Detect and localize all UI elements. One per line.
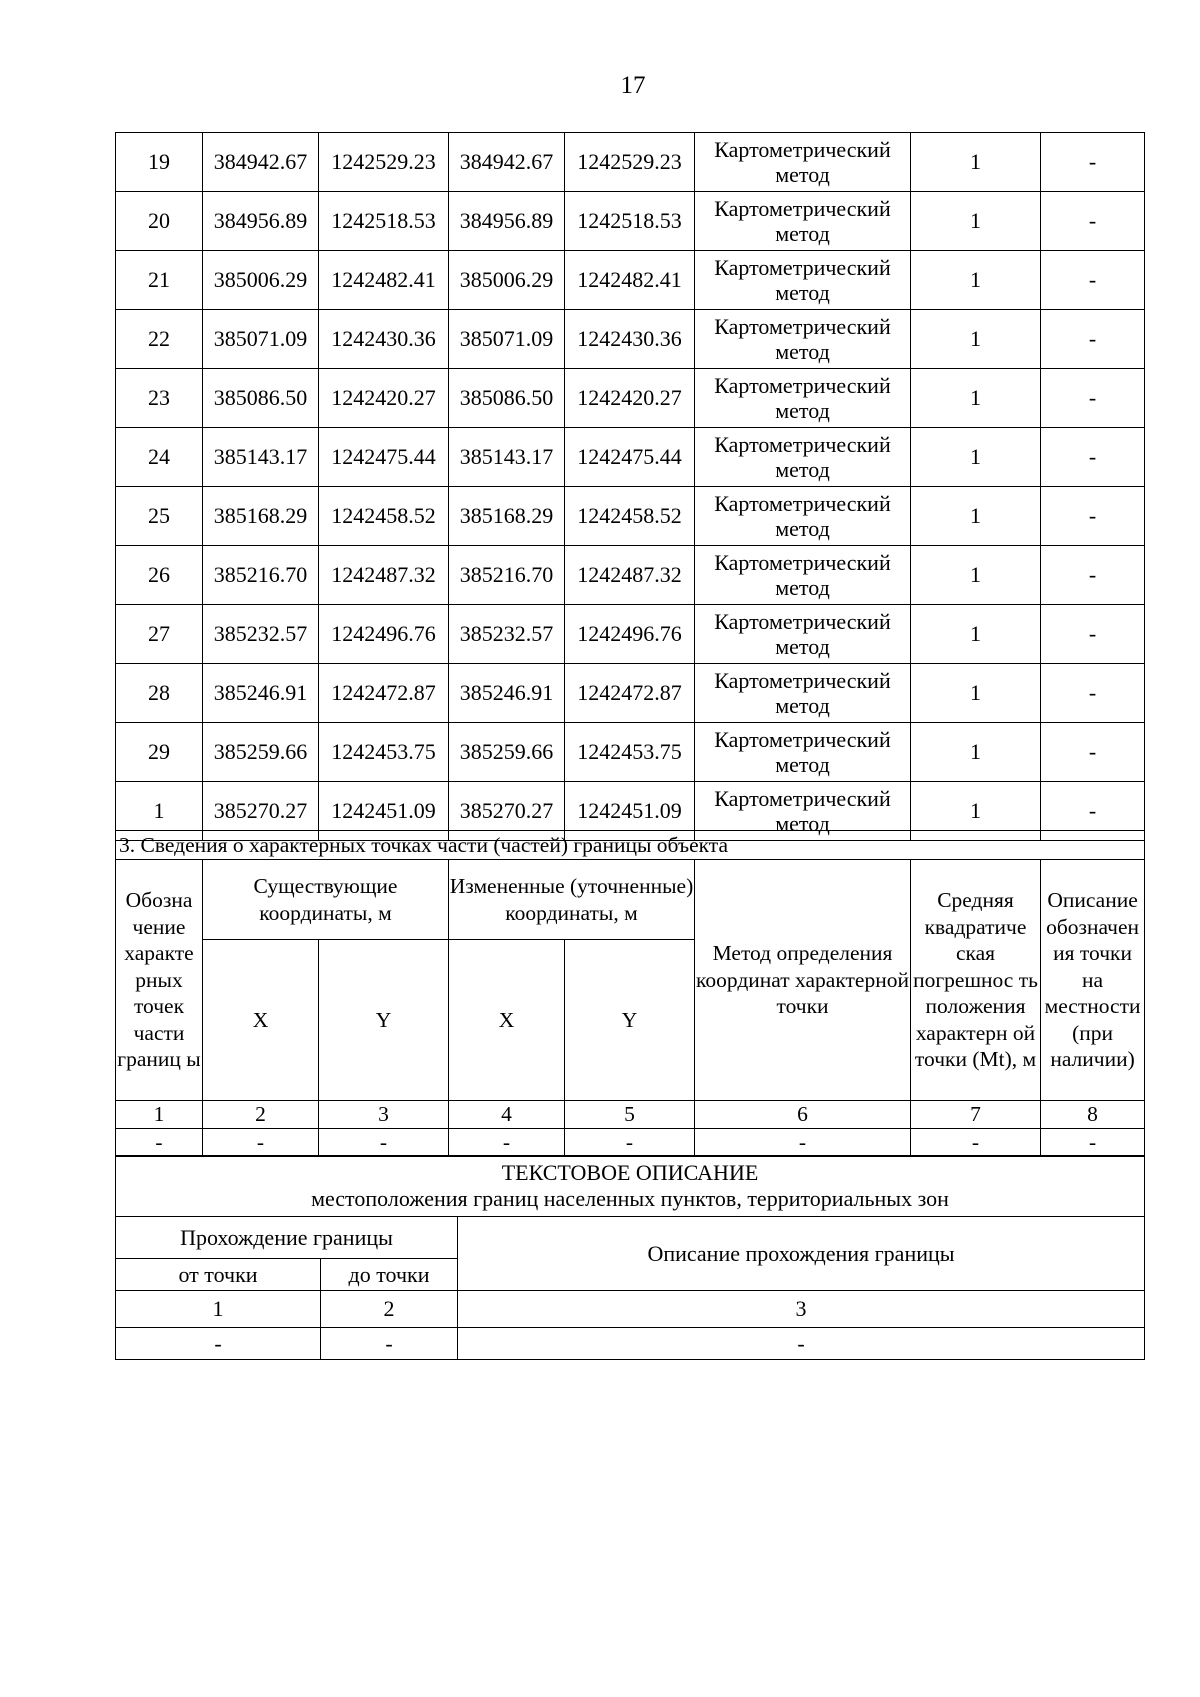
table-row	[116, 133, 1145, 192]
y-existing-cell: 1242430.36	[319, 310, 449, 369]
table-row	[116, 487, 1145, 546]
accuracy-cell: 1	[911, 369, 1041, 428]
empty-cell: -	[116, 1328, 321, 1360]
passage-header: Прохождение границы	[116, 1217, 458, 1259]
accuracy-header: Средняя квадратиче ская погрешнос ть положения характерн ой точки (Mt), м	[911, 860, 1041, 1101]
x-changed-cell: 385246.91	[449, 664, 565, 723]
text-description-heading	[116, 1156, 1145, 1217]
y-existing-header: Y	[319, 940, 449, 1101]
column-number: 7	[911, 1101, 1041, 1129]
y-changed-cell: 1242482.41	[565, 251, 695, 310]
y-existing-cell: 1242451.09	[319, 782, 449, 841]
method-cell: Картометрический метод	[695, 605, 911, 664]
x-changed-cell: 385143.17	[449, 428, 565, 487]
point-number-cell: 27	[116, 605, 203, 664]
coordinates-table	[115, 132, 1145, 841]
column-number: 5	[565, 1101, 695, 1129]
x-existing-header: X	[203, 940, 319, 1101]
y-existing-cell: 1242529.23	[319, 133, 449, 192]
column-number: 1	[116, 1291, 321, 1328]
empty-cell: -	[1041, 1129, 1145, 1157]
text-description-table	[115, 1155, 1145, 1360]
table-row	[116, 369, 1145, 428]
description-cell: -	[1041, 133, 1145, 192]
accuracy-cell: 1	[911, 487, 1041, 546]
y-changed-cell: 1242496.76	[565, 605, 695, 664]
method-cell: Картометрический метод	[695, 546, 911, 605]
empty-cell: -	[321, 1328, 458, 1360]
accuracy-cell: 1	[911, 251, 1041, 310]
point-number-cell: 20	[116, 192, 203, 251]
text-description-title: ТЕКСТОВОЕ ОПИСАНИЕ	[501, 1160, 759, 1185]
x-existing-cell: 385216.70	[203, 546, 319, 605]
column-number: 2	[321, 1291, 458, 1328]
y-existing-cell: 1242475.44	[319, 428, 449, 487]
accuracy-cell: 1	[911, 605, 1041, 664]
column-number: 1	[116, 1101, 203, 1129]
y-changed-cell: 1242475.44	[565, 428, 695, 487]
x-existing-cell: 385270.27	[203, 782, 319, 841]
accuracy-cell: 1	[911, 782, 1041, 841]
y-changed-cell: 1242487.32	[565, 546, 695, 605]
y-existing-cell: 1242482.41	[319, 251, 449, 310]
table-row	[116, 192, 1145, 251]
y-changed-cell: 1242430.36	[565, 310, 695, 369]
method-cell: Картометрический метод	[695, 664, 911, 723]
from-point-header: от точки	[116, 1259, 321, 1291]
table-row	[116, 605, 1145, 664]
description-cell: -	[1041, 310, 1145, 369]
y-existing-cell: 1242420.27	[319, 369, 449, 428]
y-changed-cell: 1242451.09	[565, 782, 695, 841]
description-cell: -	[1041, 664, 1145, 723]
y-changed-header: Y	[565, 940, 695, 1101]
x-existing-cell: 385232.57	[203, 605, 319, 664]
table-row	[116, 723, 1145, 782]
point-number-cell: 28	[116, 664, 203, 723]
x-existing-cell: 385071.09	[203, 310, 319, 369]
column-number: 2	[203, 1101, 319, 1129]
text-description-subtitle: местоположения границ населенных пунктов, территориальных зон	[311, 1186, 949, 1211]
table-row	[116, 546, 1145, 605]
changed-coordinates-header: Измененные (уточненные) координаты, м	[449, 860, 695, 940]
y-changed-cell: 1242472.87	[565, 664, 695, 723]
x-changed-cell: 385006.29	[449, 251, 565, 310]
method-cell: Картометрический метод	[695, 782, 911, 841]
x-existing-cell: 384942.67	[203, 133, 319, 192]
description-cell: -	[1041, 428, 1145, 487]
method-cell: Картометрический метод	[695, 251, 911, 310]
page-number: 17	[620, 72, 646, 99]
table-row	[116, 251, 1145, 310]
accuracy-cell: 1	[911, 664, 1041, 723]
section-title: 3. Сведения о характерных точках части (частей) границы объекта	[116, 831, 1145, 860]
empty-cell: -	[319, 1129, 449, 1157]
point-number-cell: 22	[116, 310, 203, 369]
empty-cell: -	[203, 1129, 319, 1157]
column-number: 3	[319, 1101, 449, 1129]
to-point-header: до точки	[321, 1259, 458, 1291]
x-changed-cell: 385216.70	[449, 546, 565, 605]
method-header: Метод определения координат характерной точки	[695, 860, 911, 1101]
method-cell: Картометрический метод	[695, 133, 911, 192]
accuracy-cell: 1	[911, 310, 1041, 369]
description-cell: -	[1041, 546, 1145, 605]
point-number-cell: 29	[116, 723, 203, 782]
point-number-cell: 23	[116, 369, 203, 428]
x-existing-cell: 385168.29	[203, 487, 319, 546]
point-description-header: Описание обозначен ия точки на местности (при наличии)	[1041, 860, 1145, 1101]
method-cell: Картометрический метод	[695, 310, 911, 369]
y-existing-cell: 1242518.53	[319, 192, 449, 251]
method-cell: Картометрический метод	[695, 487, 911, 546]
method-cell: Картометрический метод	[695, 723, 911, 782]
x-existing-cell: 385086.50	[203, 369, 319, 428]
y-existing-cell: 1242496.76	[319, 605, 449, 664]
x-existing-cell: 384956.89	[203, 192, 319, 251]
x-changed-cell: 385168.29	[449, 487, 565, 546]
column-number: 3	[458, 1291, 1145, 1328]
x-changed-header: X	[449, 940, 565, 1101]
y-changed-cell: 1242518.53	[565, 192, 695, 251]
empty-cell: -	[449, 1129, 565, 1157]
point-number-cell: 26	[116, 546, 203, 605]
column-number: 8	[1041, 1101, 1145, 1129]
point-number-cell: 1	[116, 782, 203, 841]
x-changed-cell: 384956.89	[449, 192, 565, 251]
description-cell: -	[1041, 369, 1145, 428]
point-number-cell: 25	[116, 487, 203, 546]
description-cell: -	[1041, 605, 1145, 664]
table-row	[116, 310, 1145, 369]
x-changed-cell: 385071.09	[449, 310, 565, 369]
existing-coordinates-header: Существующие координаты, м	[203, 860, 449, 940]
x-existing-cell: 385259.66	[203, 723, 319, 782]
accuracy-cell: 1	[911, 723, 1041, 782]
y-existing-cell: 1242458.52	[319, 487, 449, 546]
accuracy-cell: 1	[911, 192, 1041, 251]
point-number-cell: 24	[116, 428, 203, 487]
x-changed-cell: 385232.57	[449, 605, 565, 664]
empty-cell: -	[116, 1129, 203, 1157]
passage-description-header: Описание прохождения границы	[458, 1217, 1145, 1291]
description-cell: -	[1041, 487, 1145, 546]
x-changed-cell: 384942.67	[449, 133, 565, 192]
x-changed-cell: 385086.50	[449, 369, 565, 428]
x-existing-cell: 385143.17	[203, 428, 319, 487]
y-existing-cell: 1242453.75	[319, 723, 449, 782]
point-number-cell: 19	[116, 133, 203, 192]
method-cell: Картометрический метод	[695, 369, 911, 428]
accuracy-cell: 1	[911, 133, 1041, 192]
accuracy-cell: 1	[911, 546, 1041, 605]
y-existing-cell: 1242487.32	[319, 546, 449, 605]
x-existing-cell: 385006.29	[203, 251, 319, 310]
method-cell: Картометрический метод	[695, 428, 911, 487]
y-changed-cell: 1242529.23	[565, 133, 695, 192]
column-number: 6	[695, 1101, 911, 1129]
empty-cell: -	[695, 1129, 911, 1157]
description-cell: -	[1041, 192, 1145, 251]
accuracy-cell: 1	[911, 428, 1041, 487]
y-changed-cell: 1242458.52	[565, 487, 695, 546]
x-changed-cell: 385270.27	[449, 782, 565, 841]
point-number-cell: 21	[116, 251, 203, 310]
column-number: 4	[449, 1101, 565, 1129]
description-cell: -	[1041, 782, 1145, 841]
table-row	[116, 664, 1145, 723]
description-cell: -	[1041, 251, 1145, 310]
parts-points-table	[115, 830, 1145, 1157]
table-row	[116, 428, 1145, 487]
designation-header: Обозна чение характе рных точек части границ ы	[116, 860, 203, 1101]
empty-cell: -	[565, 1129, 695, 1157]
x-changed-cell: 385259.66	[449, 723, 565, 782]
description-cell: -	[1041, 723, 1145, 782]
y-changed-cell: 1242420.27	[565, 369, 695, 428]
x-existing-cell: 385246.91	[203, 664, 319, 723]
method-cell: Картометрический метод	[695, 192, 911, 251]
empty-cell: -	[911, 1129, 1041, 1157]
empty-cell: -	[458, 1328, 1145, 1360]
y-changed-cell: 1242453.75	[565, 723, 695, 782]
y-existing-cell: 1242472.87	[319, 664, 449, 723]
